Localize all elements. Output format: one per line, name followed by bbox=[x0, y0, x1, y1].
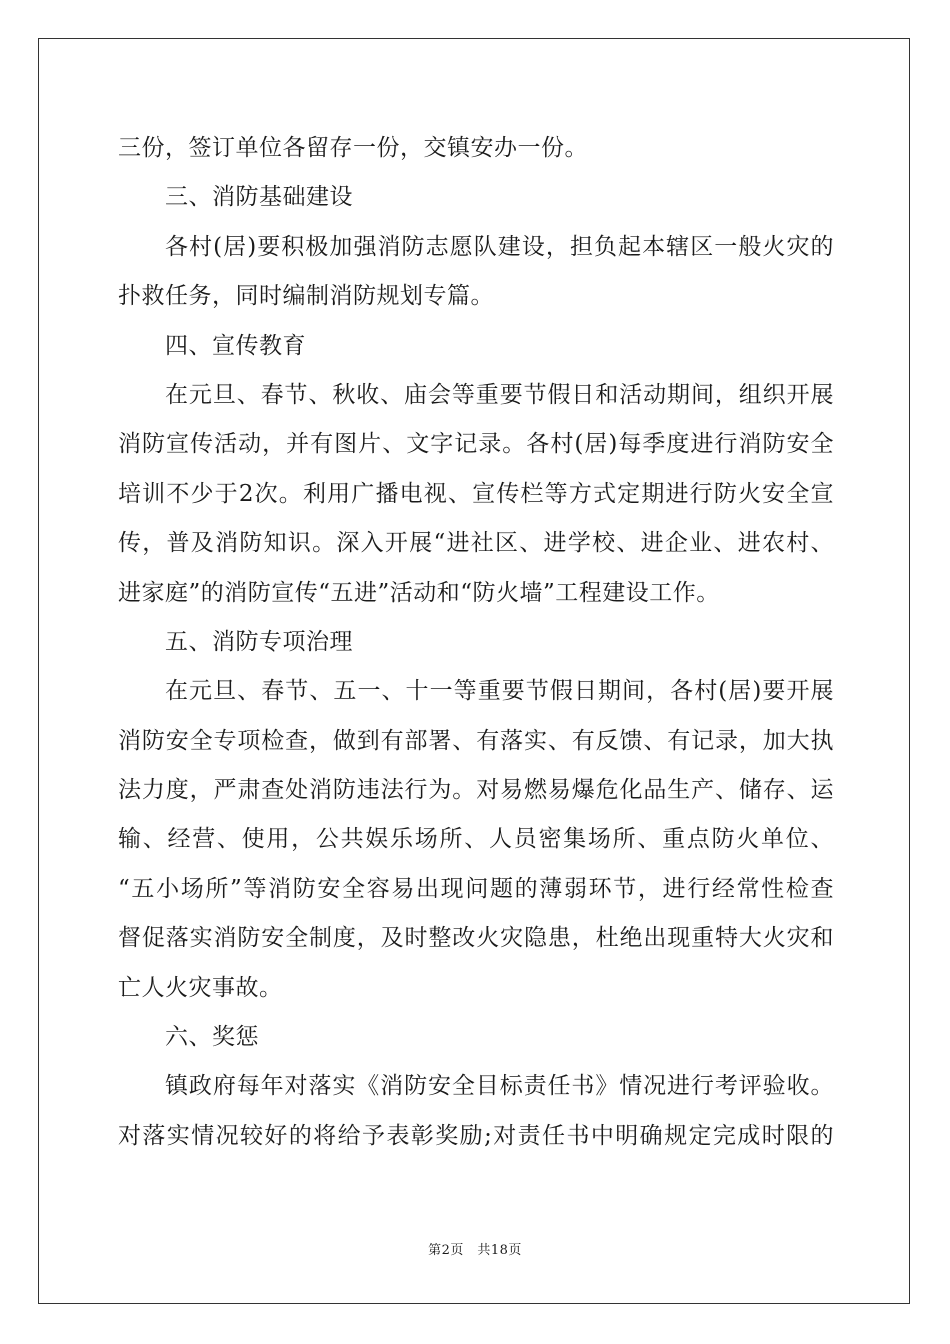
paragraph-line: 镇政府每年对落实《消防安全目标责任书》情况进行考评验收。 bbox=[165, 1073, 834, 1100]
paragraph-line: 培训不少于2次。利用广播电视、宣传栏等方式定期进行防火安全宣 bbox=[118, 480, 834, 507]
paragraph-line: 法力度，严肃查处消防违法行为。对易燃易爆危化品生产、储存、运 bbox=[118, 777, 834, 804]
paragraph-line: 进家庭”的消防宣传“五进”活动和“防火墙”工程建设工作。 bbox=[118, 579, 720, 606]
section-heading-rewards-penalties: 六、奖惩 bbox=[165, 1024, 259, 1051]
page-number-footer: 第2页 共18页 bbox=[428, 1243, 522, 1258]
paragraph-line: 各村(居)要积极加强消防志愿队建设，担负起本辖区一般火灾的 bbox=[165, 233, 834, 260]
paragraph-line: 督促落实消防安全制度，及时整改火灾隐患，杜绝出现重特大火灾和 bbox=[118, 925, 834, 952]
paragraph-line: 在元旦、春节、秋收、庙会等重要节假日和活动期间，组织开展 bbox=[165, 381, 834, 408]
paragraph-line: 亡人火灾事故。 bbox=[118, 974, 283, 1001]
section-heading-fire-infrastructure: 三、消防基础建设 bbox=[165, 184, 353, 211]
section-heading-special-rectification: 五、消防专项治理 bbox=[165, 628, 353, 655]
paragraph-line: 扑救任务，同时编制消防规划专篇。 bbox=[118, 283, 494, 310]
paragraph-line: 三份，签订单位各留存一份，交镇安办一份。 bbox=[118, 135, 588, 161]
paragraph-line: 输、经营、使用，公共娱乐场所、人员密集场所、重点防火单位、 bbox=[118, 826, 834, 853]
paragraph-line: 传，普及消防知识。深入开展“进社区、进学校、进企业、进农村、 bbox=[118, 530, 834, 557]
paragraph-line: 消防宣传活动，并有图片、文字记录。各村(居)每季度进行消防安全 bbox=[118, 431, 834, 458]
paragraph-line: 对落实情况较好的将给予表彰奖励;对责任书中明确规定完成时限的 bbox=[118, 1122, 834, 1149]
paragraph-line: 消防安全专项检查，做到有部署、有落实、有反馈、有记录，加大执 bbox=[118, 727, 834, 754]
paragraph-line: 在元旦、春节、五一、十一等重要节假日期间，各村(居)要开展 bbox=[165, 678, 834, 705]
paragraph-line: “五小场所”等消防安全容易出现问题的薄弱环节，进行经常性检查 bbox=[118, 875, 834, 902]
section-heading-publicity-education: 四、宣传教育 bbox=[165, 332, 306, 359]
document-body bbox=[118, 124, 834, 1161]
